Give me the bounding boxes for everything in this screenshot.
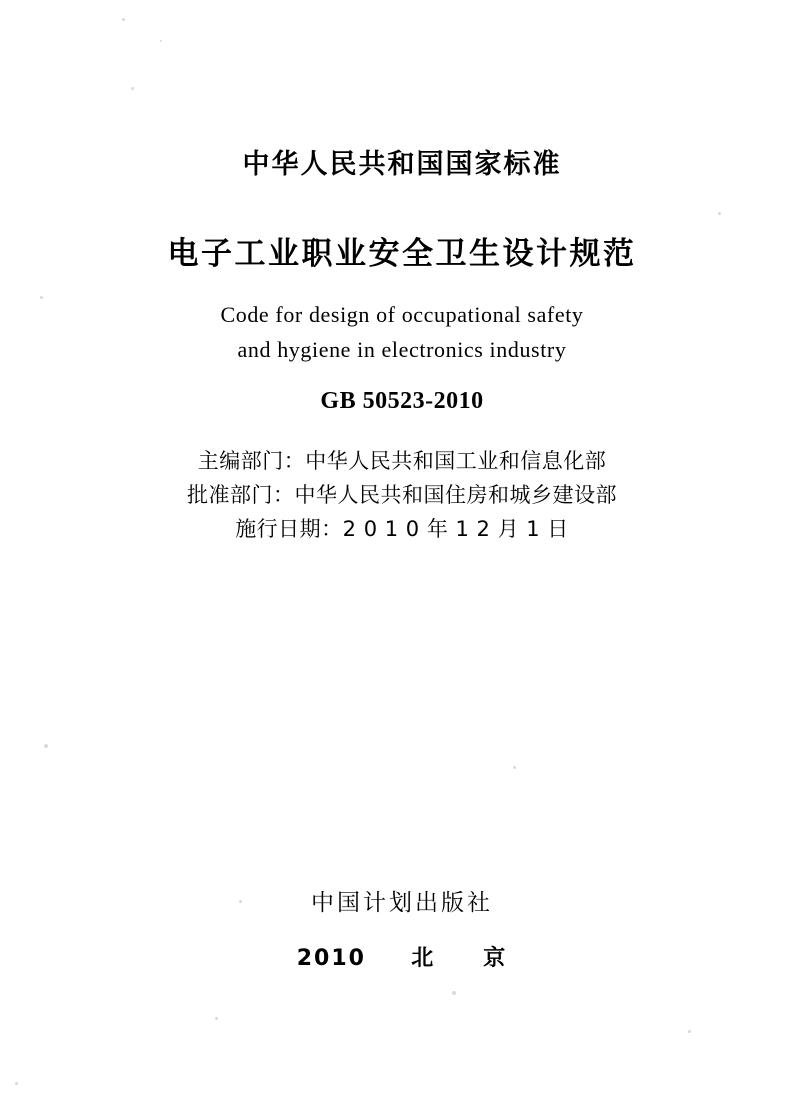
approving-department-line: 批准部门：中华人民共和国住房和城乡建设部 — [187, 483, 617, 507]
editing-department-line: 主编部门：中华人民共和国工业和信息化部 — [197, 449, 607, 473]
cover-metadata-block — [0, 444, 804, 546]
scan-speckle-icon — [513, 766, 516, 769]
effective-date-line: 施行日期：2 0 1 0 年 1 2 月 1 日 — [235, 517, 569, 541]
scan-speckle-icon — [688, 1030, 691, 1033]
english-title-line-2: and hygiene in electronics industry — [237, 337, 567, 362]
publisher-name: 中国计划出版社 — [311, 890, 493, 916]
english-title-line-1: Code for design of occupational safety — [220, 302, 584, 327]
scan-speckle-icon — [160, 40, 162, 42]
scan-speckle-icon — [718, 212, 721, 215]
publication-year-and-city — [0, 941, 804, 972]
national-standard-heading: 中华人民共和国国家标准 — [242, 149, 562, 180]
scan-speckle-icon — [122, 18, 125, 21]
page-title: 电子工业职业安全卫生设计规范 — [167, 236, 637, 272]
standard-code: GB 50523-2010 — [320, 388, 484, 414]
publication-year: 2010 — [296, 946, 366, 971]
scan-speckle-icon — [44, 744, 48, 748]
scan-speckle-icon — [15, 1082, 18, 1085]
scan-speckle-icon — [131, 87, 134, 90]
scan-speckle-icon — [215, 1017, 218, 1020]
scan-speckle-icon — [452, 991, 456, 995]
scan-speckle-icon — [40, 296, 43, 299]
publication-city: 北 京 — [411, 946, 508, 971]
